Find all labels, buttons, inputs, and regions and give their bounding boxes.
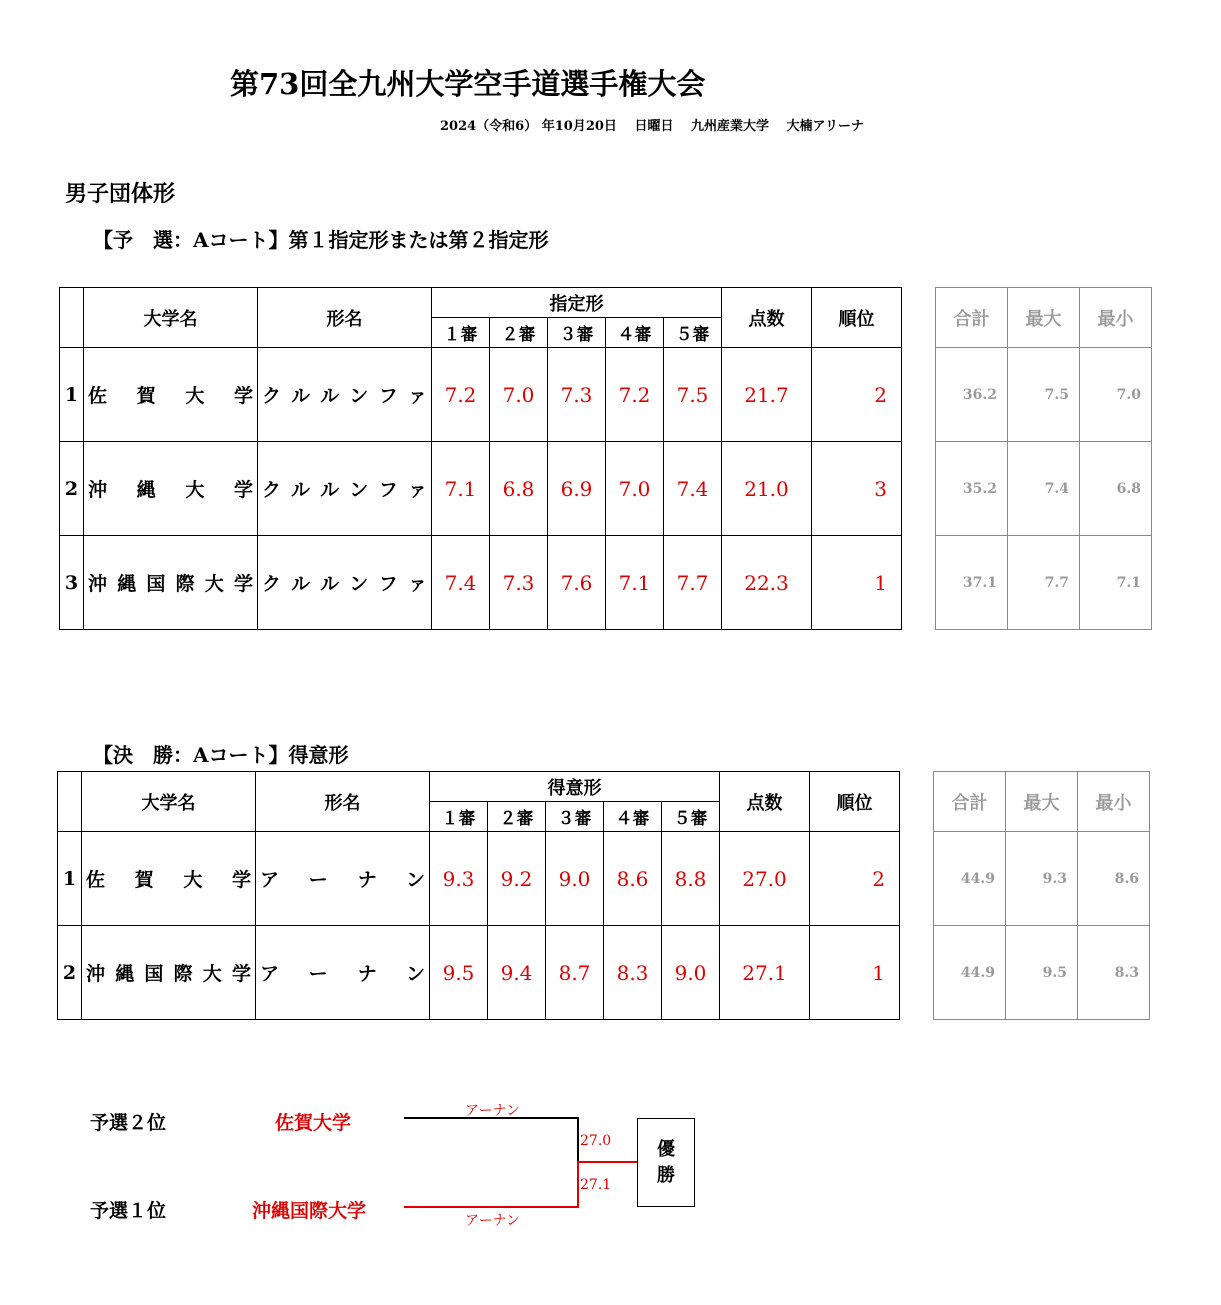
judge-header: １審 [430,802,488,832]
score-header: 点数 [722,288,812,348]
judge-score: 9.0 [546,832,604,926]
section-title: 男子団体形 [65,181,176,207]
rank: 3 [812,442,902,536]
university-name: 沖縄国際大学 [84,536,258,630]
judge-score: 7.3 [548,348,606,442]
judge-score: 7.2 [606,348,664,442]
rank: 2 [810,832,900,926]
min-value: 8.3 [1078,926,1150,1020]
sum-value: 35.2 [936,442,1008,536]
sum-value: 36.2 [936,348,1008,442]
judge-header: ４審 [604,802,662,832]
min-value: 7.1 [1080,536,1152,630]
max-value: 9.3 [1006,832,1078,926]
sum-header: 合計 [934,772,1006,832]
judge-score: 7.3 [490,536,548,630]
rank: 1 [810,926,900,1020]
bracket-top-seed-label: 予選２位 [90,1112,167,1134]
judge-score: 6.9 [548,442,606,536]
judge-score: 8.6 [604,832,662,926]
judge-score: 9.5 [430,926,488,1020]
bracket-top-score: 27.0 [580,1133,612,1149]
judge-score: 7.4 [432,536,490,630]
judge-score: 8.3 [604,926,662,1020]
sum-value: 37.1 [936,536,1008,630]
row-number: 1 [58,832,82,926]
judge-score: 9.2 [488,832,546,926]
judge-score: 9.4 [488,926,546,1020]
judge-score: 7.1 [432,442,490,536]
max-value: 7.4 [1008,442,1080,536]
kata-group-header: 指定形 [432,288,722,318]
page-title: 第73回全九州大学空手道選手権大会 [230,67,706,101]
sum-value: 44.9 [934,832,1006,926]
judge-header: ３審 [548,318,606,348]
max-value: 7.7 [1008,536,1080,630]
bracket-bottom-score: 27.1 [580,1177,612,1193]
max-header: 最大 [1008,288,1080,348]
rank: 2 [812,348,902,442]
min-value: 8.6 [1078,832,1150,926]
university-header: 大学名 [82,772,256,832]
university-name: 佐賀大学 [84,348,258,442]
sum-value: 44.9 [934,926,1006,1020]
total-score: 27.1 [720,926,810,1020]
judge-score: 8.8 [662,832,720,926]
judge-score: 7.7 [664,536,722,630]
judge-score: 7.1 [606,536,664,630]
sum-header: 合計 [936,288,1008,348]
row-number: 3 [60,536,84,630]
judge-header: ２審 [490,318,548,348]
university-name: 沖縄大学 [84,442,258,536]
bracket-top-kata: アーナン [465,1103,520,1119]
judge-score: 9.3 [430,832,488,926]
bracket-bottom-university: 沖縄国際大学 [252,1200,367,1222]
bracket-top-line [404,1118,578,1162]
rank: 1 [812,536,902,630]
rank-header: 順位 [810,772,900,832]
university-name: 佐賀大学 [82,832,256,926]
judge-score: 7.6 [548,536,606,630]
kata-group-header: 得意形 [430,772,720,802]
max-value: 9.5 [1006,926,1078,1020]
max-header: 最大 [1006,772,1078,832]
kata-name: アーナン [256,832,430,926]
judge-header: ５審 [664,318,722,348]
rank-header: 順位 [812,288,902,348]
judge-score: 7.2 [432,348,490,442]
final-round-title: 【決 勝：Aコート】得意形 [93,743,349,767]
judge-score: 7.0 [606,442,664,536]
judge-score: 7.5 [664,348,722,442]
row-number: 2 [60,442,84,536]
kata-name: クルルンファ [258,348,432,442]
judge-score: 7.4 [664,442,722,536]
bracket-bottom-seed-label: 予選１位 [90,1200,167,1222]
kata-name: クルルンファ [258,536,432,630]
judge-header: ４審 [606,318,664,348]
min-header: 最小 [1078,772,1150,832]
judge-score: 9.0 [662,926,720,1020]
total-score: 22.3 [722,536,812,630]
kata-header: 形名 [258,288,432,348]
min-value: 7.0 [1080,348,1152,442]
champion-label-1: 優 [657,1138,675,1160]
university-header: 大学名 [84,288,258,348]
judge-header: ３審 [546,802,604,832]
event-date-venue: 2024（令和6） 年10月20日 日曜日 九州産業大学 大楠アリーナ [440,119,864,134]
judge-score: 8.7 [546,926,604,1020]
champion-box [637,1118,695,1207]
max-value: 7.5 [1008,348,1080,442]
judge-score: 7.0 [490,348,548,442]
judge-score: 6.8 [490,442,548,536]
university-name: 沖縄国際大学 [82,926,256,1020]
min-header: 最小 [1080,288,1152,348]
row-number: 2 [58,926,82,1020]
min-value: 6.8 [1080,442,1152,536]
prelim-round-title: 【予 選：Aコート】第１指定形または第２指定形 [93,228,549,252]
row-number: 1 [60,348,84,442]
total-score: 21.0 [722,442,812,536]
total-score: 27.0 [720,832,810,926]
kata-header: 形名 [256,772,430,832]
total-score: 21.7 [722,348,812,442]
kata-name: クルルンファ [258,442,432,536]
kata-name: アーナン [256,926,430,1020]
score-header: 点数 [720,772,810,832]
champion-label-2: 勝 [657,1164,675,1186]
judge-header: １審 [432,318,490,348]
bracket-bottom-kata: アーナン [465,1213,520,1229]
bracket-top-university: 佐賀大学 [275,1112,352,1134]
judge-header: ５審 [662,802,720,832]
judge-header: ２審 [488,802,546,832]
